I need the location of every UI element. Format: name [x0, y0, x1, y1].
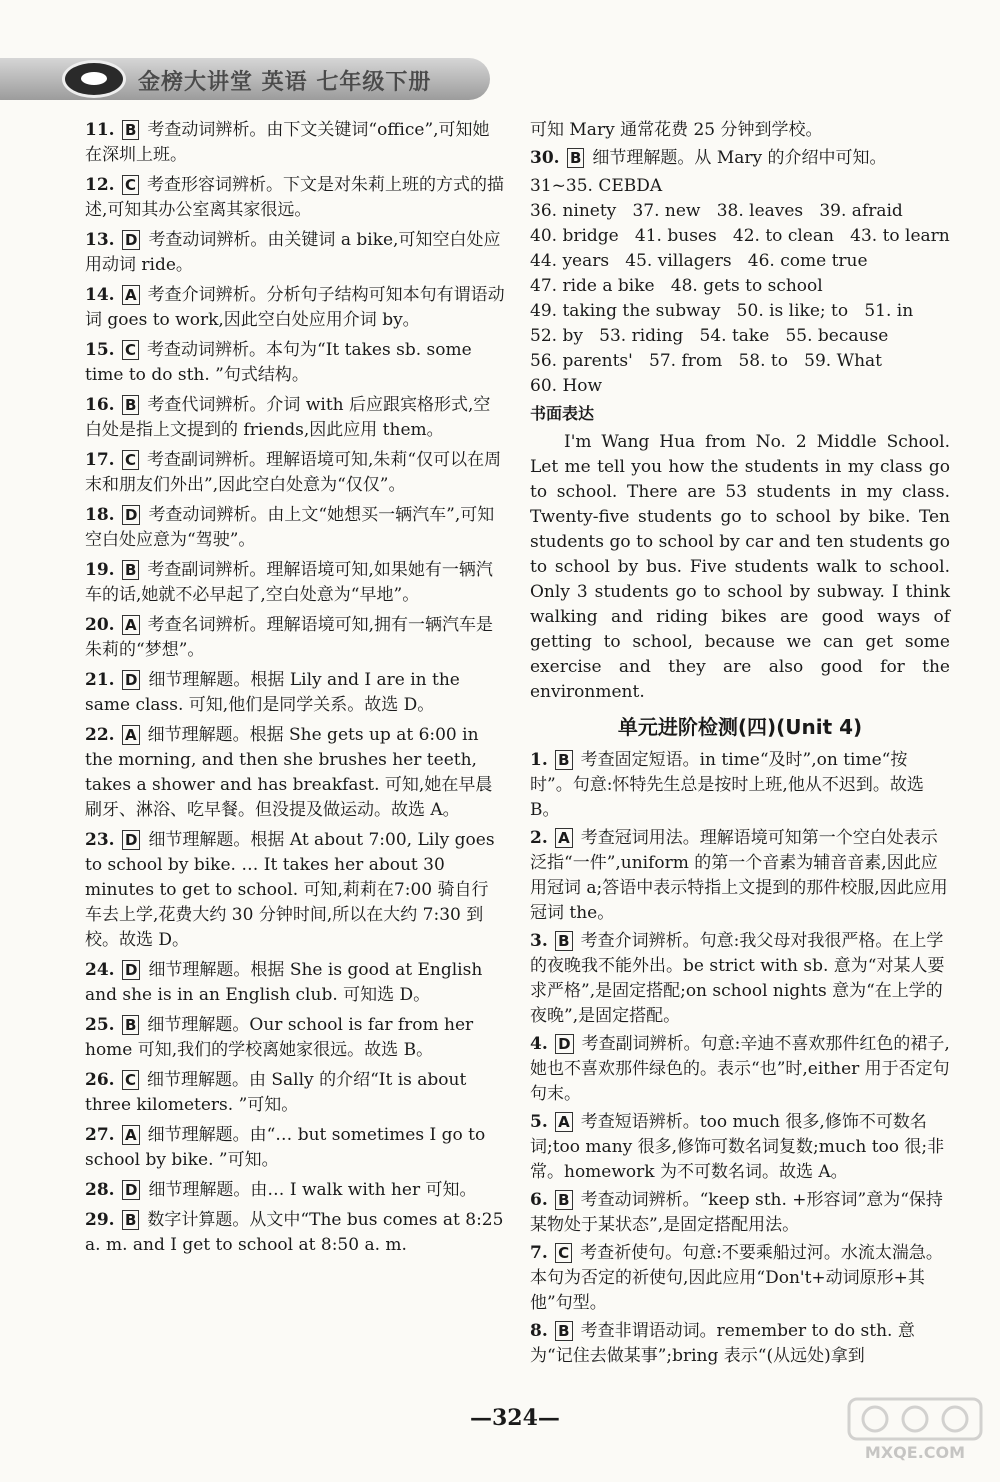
item-number: 22.: [85, 725, 115, 745]
answer-letter: B: [122, 395, 139, 415]
page-number: —324—: [470, 1405, 560, 1431]
item-explanation: 细节理解题。从 Mary 的介绍中可知。: [592, 148, 887, 168]
item-explanation: 考查动词辨析。本句为“It takes sb. some time to do sth. ”句式结构。: [85, 340, 472, 385]
answer-item-29-continued: 可知 Mary 通常花费 25 分钟到学校。: [530, 120, 823, 140]
answer-letter: D: [122, 1180, 140, 1200]
answer-letter: A: [555, 1112, 573, 1132]
answer-letter: B: [555, 750, 572, 770]
item-number: 2.: [530, 828, 548, 848]
answer-item-16: [85, 393, 505, 443]
item-number: 26.: [85, 1070, 115, 1090]
item-number: 25.: [85, 1015, 115, 1035]
unit4-item-1: [530, 748, 950, 823]
item-explanation: 考查名词辨析。理解语境可知,拥有一辆汽车是朱莉的“梦想”。: [85, 615, 493, 660]
answer-line: 56. parents' 57. from 58. to 59. What: [530, 351, 883, 371]
item-number: 6.: [530, 1190, 548, 1210]
unit4-item-5: [530, 1110, 950, 1185]
answer-letter: B: [555, 931, 572, 951]
item-number: 17.: [85, 450, 115, 470]
item-explanation: 考查介词辨析。句意:我父母对我很严格。在上学的夜晚我不能外出。be strict with sb. 意为“对某人要求严格”,是固定搭配;on school nights 意为“在上学的夜晚”,是固定搭配。: [530, 931, 945, 1026]
item-explanation: 考查副词辨析。理解语境可知,朱莉“仅可以在周末和朋友们外出”,因此空白处意为“仅仅”。: [85, 450, 502, 495]
item-explanation: 细节理解题。根据 Lily and I are in the same class. 可知,他们是同学关系。故选 D。: [85, 670, 460, 715]
answer-item-29: [85, 1208, 505, 1258]
watermark-logo-icon: [845, 1395, 985, 1443]
answer-line: 52. by 53. riding 54. take 55. because: [530, 326, 889, 346]
page-header: [0, 0, 1000, 110]
item-number: 11.: [85, 120, 115, 140]
item-explanation: 考查介词辨析。分析句子结构可知本句有谓语动词 goes to work,因此空白处应用介词 by。: [85, 285, 505, 330]
header-title: 金榜大讲堂 英语 七年级下册: [138, 70, 432, 95]
answer-line: 31~35. CEBDA: [530, 176, 663, 196]
item-number: 13.: [85, 230, 115, 250]
answer-item-23: [85, 828, 505, 953]
answer-letter: A: [122, 1125, 140, 1145]
item-explanation: 考查动词辨析。“keep sth. +形容词”意为“保持某物处于某状态”,是固定搭配用法。: [530, 1190, 943, 1235]
unit4-item-8: [530, 1319, 950, 1369]
answer-letter: A: [122, 725, 140, 745]
item-explanation: 细节理解题。根据 At about 7:00, Lily goes to school by bike. … It takes her about 30 minutes to get to school. 可知,莉莉在7:00 骑自行车去上学,花费大约 30 分钟时间,所以在大约 7:30 到校。故选 D。: [85, 830, 495, 950]
item-explanation: 考查冠词用法。理解语境可知第一个空白处表示泛指“一件”,uniform 的第一个音素为辅音音素,因此应用冠词 a;答语中表示特指上文提到的那件校服,因此应用冠词 the。: [530, 828, 948, 923]
item-number: 28.: [85, 1180, 115, 1200]
unit4-item-3: [530, 929, 950, 1029]
item-number: 29.: [85, 1210, 115, 1230]
answer-letter: B: [555, 1190, 572, 1210]
item-explanation: 细节理解题。由… I walk with her 可知。: [148, 1180, 477, 1200]
item-explanation: 考查固定短语。in time“及时”,on time“按时”。句意:怀特先生总是按时上班,他从不迟到。故选 B。: [530, 750, 924, 820]
answer-item-28: [85, 1178, 505, 1203]
answer-letter: C: [122, 1070, 139, 1090]
answer-letter: C: [122, 340, 139, 360]
answer-letter: D: [555, 1034, 573, 1054]
item-explanation: 数字计算题。从文中“The bus comes at 8:25 a. m. and I get to school at 8:50 a. m.: [85, 1210, 504, 1255]
item-number: 16.: [85, 395, 115, 415]
item-explanation: 考查祈使句。句意:不要乘船过河。水流太湍急。本句为否定的祈使句,因此应用“Don't+动词原形+其他”句型。: [530, 1243, 943, 1313]
book-logo-icon: [62, 60, 126, 98]
item-number: 3.: [530, 931, 548, 951]
answer-letter: B: [122, 560, 139, 580]
item-number: 7.: [530, 1243, 548, 1263]
answer-item-11: [85, 118, 505, 168]
answer-letter: C: [122, 175, 139, 195]
answer-item-18: [85, 503, 505, 553]
item-explanation: 考查动词辨析。由上文“她想买一辆汽车”,可知空白处应意为“驾驶”。: [85, 505, 495, 550]
watermark-text: MXQE.COM: [864, 1443, 966, 1462]
item-explanation: 考查副词辨析。句意:辛迪不喜欢那件红色的裙子,她也不喜欢那件绿色的。表示“也”时,either 用于否定句句末。: [530, 1034, 950, 1104]
left-column: [85, 118, 505, 1263]
answer-line: 49. taking the subway 50. is like; to 51. in: [530, 301, 914, 321]
item-number: 20.: [85, 615, 115, 635]
answer-item-13: [85, 228, 505, 278]
item-number: 5.: [530, 1112, 548, 1132]
answer-letter: D: [122, 960, 140, 980]
item-explanation: 考查动词辨析。由关键词 a bike,可知空白处应用动词 ride。: [85, 230, 501, 275]
answer-item-22: [85, 723, 505, 823]
item-number: 15.: [85, 340, 115, 360]
unit4-item-6: [530, 1188, 950, 1238]
answer-letter: B: [122, 1210, 139, 1230]
item-explanation: 细节理解题。由 Sally 的介绍“It is about three kilometers. ”可知。: [85, 1070, 467, 1115]
item-number: 30.: [530, 148, 560, 168]
item-number: 21.: [85, 670, 115, 690]
right-column: [530, 118, 950, 1372]
answer-line: 47. ride a bike 48. gets to school: [530, 276, 823, 296]
answer-item-30: [530, 146, 950, 171]
answer-item-17: [85, 448, 505, 498]
item-explanation: 考查短语辨析。too much 很多,修饰不可数名词;too many 很多,修饰可数名词复数;much too 很;非常。homework 为不可数名词。故选 A。: [530, 1112, 945, 1182]
answer-item-27: [85, 1123, 505, 1173]
item-number: 12.: [85, 175, 115, 195]
unit4-section-title: 单元进阶检测(四)(Unit 4): [617, 715, 863, 739]
item-explanation: 细节理解题。根据 She is good at English and she is in an English club. 可知选 D。: [85, 960, 483, 1005]
item-explanation: 考查副词辨析。理解语境可知,如果她有一辆汽车的话,她就不必早起了,空白处意为“早地”。: [85, 560, 493, 605]
answer-letter: B: [567, 148, 584, 168]
answer-line: 36. ninety 37. new 38. leaves 39. afraid: [530, 201, 903, 221]
answer-letter: D: [122, 505, 140, 525]
item-number: 4.: [530, 1034, 548, 1054]
item-number: 1.: [530, 750, 548, 770]
answer-letter: D: [122, 670, 140, 690]
answer-item-21: [85, 668, 505, 718]
item-explanation: 细节理解题。由“… but sometimes I go to school by bike. ”可知。: [85, 1125, 486, 1170]
answer-line: 60. How: [530, 376, 603, 396]
unit4-item-4: [530, 1032, 950, 1107]
writing-essay: I'm Wang Hua from No. 2 Middle School. Let me tell you how the students in my class go to school. There are 53 students in my class. Twenty-five students go to school by bike. Ten students go to school by car and ten students go to school by bus. Five students walk to school. Only 3 students go to school by subway. I think walking and riding bikes are good ways of getting to school, because we can get some exercise and they are also good for the environment.: [530, 432, 950, 702]
unit4-item-2: [530, 826, 950, 926]
item-explanation: 考查动词辨析。由下文关键词“office”,可知她在深圳上班。: [85, 120, 490, 165]
answer-letter: D: [122, 830, 140, 850]
answer-item-19: [85, 558, 505, 608]
answer-item-15: [85, 338, 505, 388]
answer-line: 44. years 45. villagers 46. come true: [530, 251, 868, 271]
item-number: 14.: [85, 285, 115, 305]
item-number: 18.: [85, 505, 115, 525]
answer-letter: C: [122, 450, 139, 470]
item-explanation: 考查非谓语动词。remember to do sth. 意为“记住去做某事”;bring 表示“(从远处)拿到: [530, 1321, 915, 1366]
answer-item-24: [85, 958, 505, 1008]
answer-item-26: [85, 1068, 505, 1118]
watermark: [845, 1395, 985, 1470]
answer-letter: A: [122, 615, 140, 635]
answer-letter: C: [555, 1243, 572, 1263]
answer-item-25: [85, 1013, 505, 1063]
answer-letter: D: [122, 230, 140, 250]
item-explanation: 考查形容词辨析。下文是对朱莉上班的方式的描述,可知其办公室离其家很远。: [85, 175, 504, 220]
answer-line: 40. bridge 41. buses 42. to clean 43. to learn: [530, 226, 950, 246]
answer-item-14: [85, 283, 505, 333]
answer-letter: A: [555, 828, 573, 848]
item-number: 19.: [85, 560, 115, 580]
item-explanation: 考查代词辨析。介词 with 后应跟宾格形式,空白处是指上文提到的 friends,因此应用 them。: [85, 395, 491, 440]
answer-item-20: [85, 613, 505, 663]
item-explanation: 细节理解题。Our school is far from her home 可知,我们的学校离她家很远。故选 B。: [85, 1015, 474, 1060]
item-number: 8.: [530, 1321, 548, 1341]
item-number: 23.: [85, 830, 115, 850]
item-number: 27.: [85, 1125, 115, 1145]
item-explanation: 细节理解题。根据 She gets up at 6:00 in the morning, and then she brushes her teeth, takes a shower and has breakfast. 可知,她在早晨刷牙、淋浴、吃早餐。但没提及做运动。故选 A。: [85, 725, 493, 820]
answer-item-12: [85, 173, 505, 223]
answer-letter: B: [122, 1015, 139, 1035]
answer-letter: A: [122, 285, 140, 305]
writing-heading: 书面表达: [530, 404, 595, 423]
answer-letter: B: [555, 1321, 572, 1341]
answer-letter: B: [122, 120, 139, 140]
item-number: 24.: [85, 960, 115, 980]
unit4-item-7: [530, 1241, 950, 1316]
